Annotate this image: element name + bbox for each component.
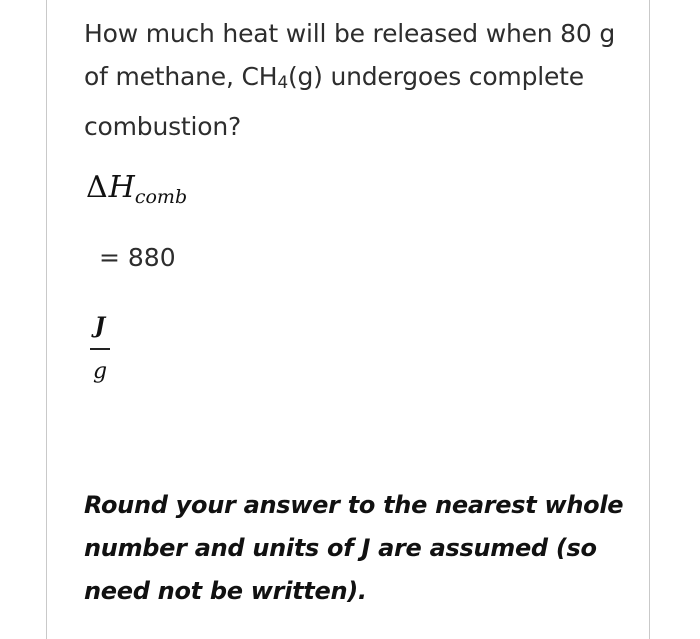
instruction-text: Round your answer to the nearest whole number and units of J are assumed (so need not be written). — [84, 491, 624, 605]
question-text — [84, 12, 624, 148]
delta-symbol: Δ — [86, 170, 108, 205]
units-denominator: g — [92, 358, 108, 384]
units-fraction — [85, 312, 115, 384]
question-subscript: 4 — [277, 73, 288, 93]
card-right-border — [649, 0, 650, 639]
fraction-bar — [90, 348, 110, 350]
question-text-part1: How much heat will be released when 80 g of methane, CH — [84, 19, 616, 91]
h-symbol: H — [108, 170, 135, 205]
comb-subscript: comb — [134, 186, 188, 208]
card-left-border — [46, 0, 47, 639]
enthalpy-symbol — [86, 170, 188, 208]
units-numerator: J — [94, 313, 106, 339]
enthalpy-value: = 880 — [99, 243, 176, 272]
question-text-part2: (g) undergoes complete combustion? — [84, 62, 584, 141]
